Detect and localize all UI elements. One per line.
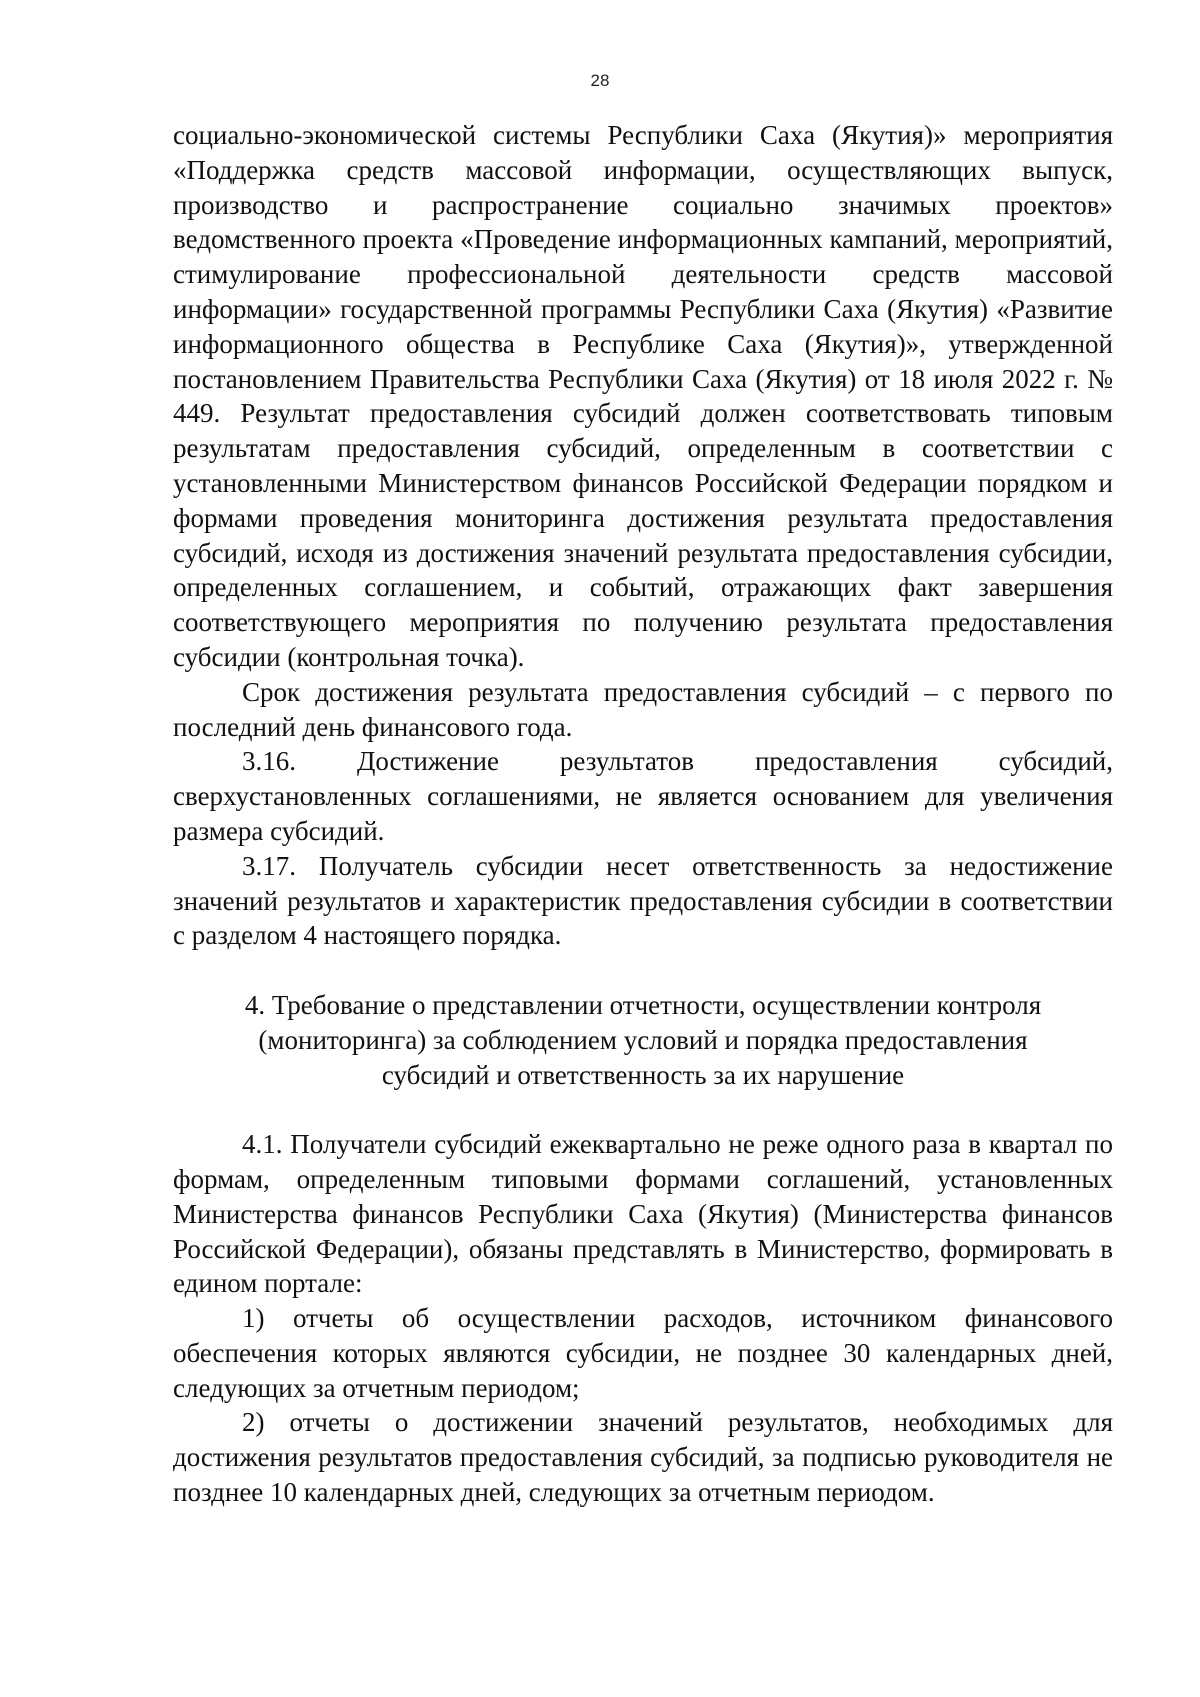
list-item-2: 2) отчеты о достижении значений результатов, необходимых для достижения результатов предоставления субсидий, за подписью руководителя не позднее 10 календарных дней, следующих за отчетным периодом. [173, 1407, 1113, 1508]
paragraph-continuation: социально-экономической системы Республики Саха (Якутия)» мероприятия «Поддержка средств массовой информации, осуществляющих выпуск, производство и распространение социально значимых проектов» ведомственного проекта «Проведение информационных кампаний, мероприятий, стимулирование профессиональной деятельности средств массовой информации» государственной программы Республики Саха (Якутия) «Развитие информационного общества в Республике Саха (Якутия)», утвержденной постановлением Правительства Республики Саха (Якутия) от 18 июля 2022 г. № 449. Результат предоставления субсидий должен соответствовать типовым результатам предоставления субсидий, определенным в соответствии с установленными Министерством финансов Российской Федерации порядком и формами проведения мониторинга достижения результата предоставления субсидий, исходя из достижения значений результата предоставления субсидии, определенных соглашением, и событий, отражающих факт завершения соответствующего мероприятия по получению результата предоставления субсидии (контрольная точка). [173, 120, 1113, 672]
paragraph-4-1: 4.1. Получатели субсидий ежеквартально не реже одного раза в квартал по формам, определенным типовыми формами соглашений, установленных Министерства финансов Республики Саха (Якутия) (Министерства финансов Российской Федерации), обязаны представлять в Министерство, формировать в едином портале: [173, 1129, 1113, 1299]
spacer [173, 953, 1113, 988]
page-number: 28 [590, 71, 610, 90]
spacer [173, 1092, 1113, 1127]
paragraph-3-16: 3.16. Достижение результатов предоставления субсидий, сверхустановленных соглашениями, не является основанием для увеличения размера субсидий. [173, 746, 1113, 846]
paragraph-result-deadline: Срок достижения результата предоставления субсидий – с первого по последний день финансового года. [173, 676, 1113, 742]
paragraph-3-17: 3.17. Получатель субсидии несет ответственность за недостижение значений результатов и характеристик предоставления субсидии в соответствии с разделом 4 настоящего порядка. [173, 850, 1113, 951]
heading-line-3: субсидий и ответственность за их нарушение [381, 1059, 905, 1090]
heading-line-2: (мониторинга) за соблюдением условий и порядка предоставления [258, 1024, 1028, 1055]
heading-line-1: 4. Требование о представлении отчетности, осуществлении контроля [244, 989, 1042, 1020]
list-item-1: 1) отчеты об осуществлении расходов, источником финансового обеспечения которых являются субсидии, не позднее 30 календарных дней, следующих за отчетным периодом; [173, 1303, 1113, 1403]
document-body [173, 118, 1113, 1510]
section-4-heading [173, 988, 1113, 1092]
